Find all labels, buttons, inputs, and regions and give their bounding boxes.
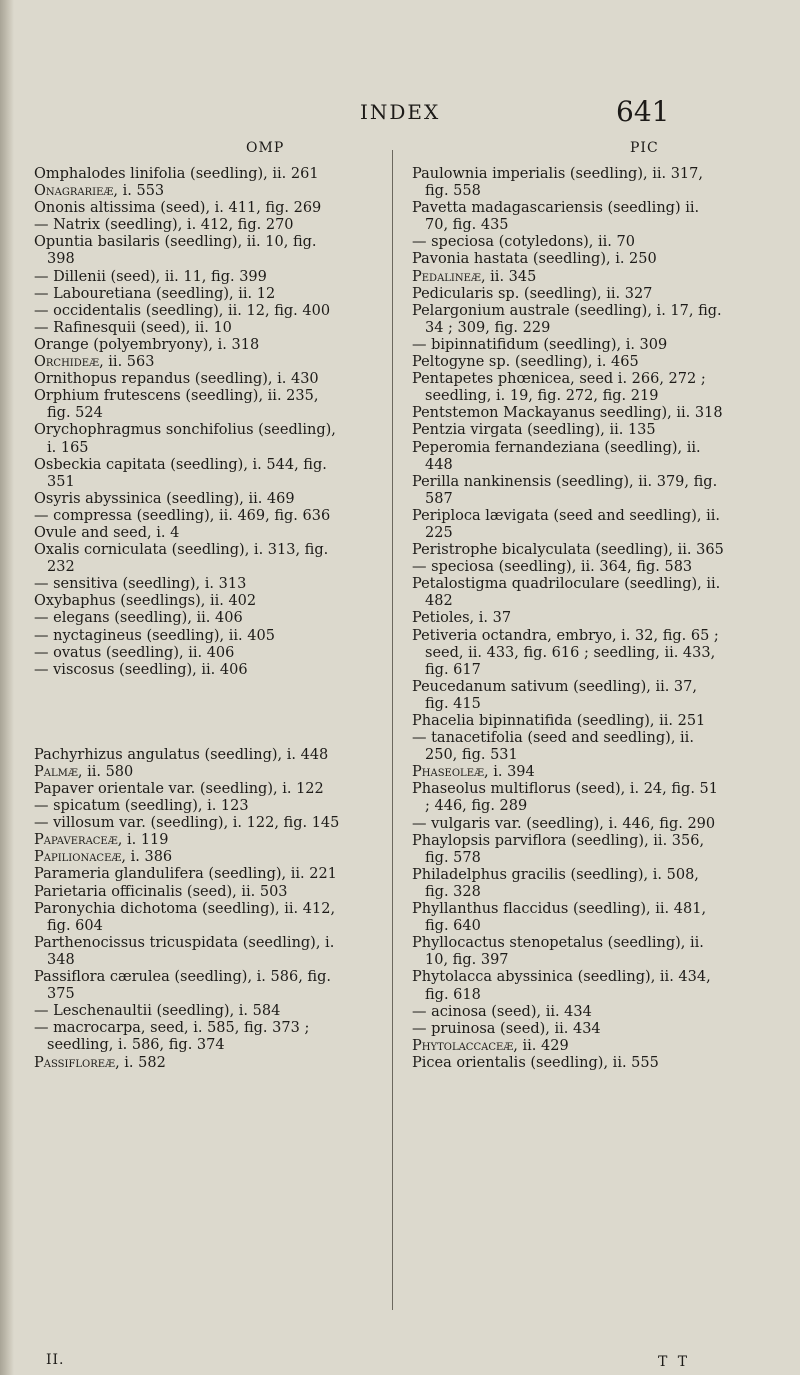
left-column-head: OMP <box>246 140 285 156</box>
index-entry: Paronychia dichotoma (seedling), ii. 412, fig. 604 <box>34 900 336 934</box>
index-entry: Pelargonium australe (seedling), i. 17, fig. 34 ; 309, fig. 229 <box>412 302 722 336</box>
index-entry: Pedicularis sp. (seedling), ii. 327 <box>412 285 653 302</box>
index-entry: Parthenocissus tricuspidata (seedling), i. 348 <box>34 934 335 968</box>
index-entry: — villosum var. (seedling), i. 122, fig. 145 <box>34 815 340 832</box>
index-entry: Ovule and seed, i. 4 <box>34 524 180 541</box>
index-entry: — tanacetifolia (seed and seedling), ii. 250, fig. 531 <box>412 730 694 764</box>
index-entry: — ovatus (seedling), ii. 406 <box>34 644 235 661</box>
index-entry: — speciosa (cotyledons), ii. 70 <box>412 234 635 251</box>
index-entry: — spicatum (seedling), i. 123 <box>34 798 249 815</box>
index-entry: — sensitiva (seedling), i. 313 <box>34 576 247 593</box>
index-entry: Omphalodes linifolia (seedling), ii. 261 <box>34 166 319 182</box>
index-entry: Ononis altissima (seed), i. 411, fig. 269 <box>34 200 322 217</box>
index-entry: Phaseolus multiflorus (seed), i. 24, fig. 51 ; 446, fig. 289 <box>412 781 718 815</box>
index-entry: Paulownia imperialis (seedling), ii. 317, fig. 558 <box>412 166 703 200</box>
index-entry: Philadelphus gracilis (seedling), i. 508, fig. 328 <box>412 866 699 900</box>
page-binding-edge <box>0 0 14 1375</box>
index-entry: Pedalineæ, ii. 345 <box>412 268 537 285</box>
index-entry: Phytolacca abyssinica (seedling), ii. 434, fig. 618 <box>412 969 711 1003</box>
index-entry: Phaseoleæ, i. 394 <box>412 764 535 781</box>
index-entry: — occidentalis (seedling), ii. 12, fig. 400 <box>34 302 331 319</box>
index-entry: Parameria glandulifera (seedling), ii. 221 <box>34 866 337 883</box>
index-entry: Opuntia basilaris (seedling), ii. 10, fig. 398 <box>34 234 317 268</box>
index-entry: Parietaria officinalis (seed), ii. 503 <box>34 883 288 900</box>
index-entry: Peperomia fernandeziana (seedling), ii. 448 <box>412 439 701 473</box>
index-entry: Phacelia bipinnatifida (seedling), ii. 251 <box>412 713 706 729</box>
index-entry: Peucedanum sativum (seedling), ii. 37, fig. 415 <box>412 678 697 712</box>
index-entry: — viscosus (seedling), ii. 406 <box>34 661 248 678</box>
index-entry: — Dillenii (seed), ii. 11, fig. 399 <box>34 268 267 285</box>
index-entry: Pentzia virgata (seedling), ii. 135 <box>412 422 656 439</box>
index-entry: Ornithopus repandus (seedling), i. 430 <box>34 371 319 388</box>
index-entry: Phaylopsis parviflora (seedling), ii. 356, fig. 578 <box>412 832 705 866</box>
index-entry: Palmæ, ii. 580 <box>34 763 134 780</box>
index-entry: Orphium frutescens (seedling), ii. 235, fig. 524 <box>34 388 319 422</box>
running-title: INDEX <box>360 100 441 124</box>
left-column <box>34 166 346 1072</box>
index-entry: Osbeckia capitata (seedling), i. 544, fig. 351 <box>34 456 327 490</box>
index-entry: Petiveria octandra, embryo, i. 32, fig. 65 ; seed, ii. 433, fig. 616 ; seedling, ii. 433, fig. 617 <box>412 627 719 678</box>
index-entry: Oxalis corniculata (seedling), i. 313, fig. 232 <box>34 542 329 576</box>
index-entry: — compressa (seedling), ii. 469, fig. 636 <box>34 507 331 524</box>
index-entry: — acinosa (seed), ii. 434 <box>412 1003 592 1020</box>
left-column-entries-p <box>34 747 346 1072</box>
left-column-entries-o <box>34 166 346 679</box>
index-entry: — nyctagineus (seedling), ii. 405 <box>34 627 275 644</box>
signature-mark: II. <box>46 1352 65 1368</box>
sheet-mark: T T <box>658 1354 691 1370</box>
index-entry: Oxybaphus (seedlings), ii. 402 <box>34 593 257 610</box>
index-entry: Petalostigma quadriloculare (seedling), ii. 482 <box>412 576 721 610</box>
index-entry: Pentapetes phœnicea, seed i. 266, 272 ; seedling, i. 19, fig. 272, fig. 219 <box>412 371 706 405</box>
index-entry: Orange (polyembryony), i. 318 <box>34 336 260 353</box>
index-entry: — pruinosa (seed), ii. 434 <box>412 1020 601 1037</box>
section-gap <box>34 679 346 747</box>
index-entry: Periploca lævigata (seed and seedling), ii. 225 <box>412 507 720 541</box>
index-entry: — Labouretiana (seedling), ii. 12 <box>34 285 276 302</box>
index-entry: Pavonia hastata (seedling), i. 250 <box>412 251 657 268</box>
index-entry: Peristrophe bicalyculata (seedling), ii. 365 <box>412 542 724 559</box>
index-entry: Orchideæ, ii. 563 <box>34 354 155 371</box>
column-divider <box>392 150 393 1310</box>
right-column-entries <box>412 166 724 1072</box>
index-entry: Passifloreæ, i. 582 <box>34 1054 166 1071</box>
index-entry: Picea orientalis (seedling), ii. 555 <box>412 1054 659 1071</box>
index-entry: Pavetta madagascariensis (seedling) ii. 70, fig. 435 <box>412 200 700 234</box>
index-entry: Onagrarieæ, i. 553 <box>34 183 165 200</box>
index-entry: — Rafinesquii (seed), ii. 10 <box>34 319 232 336</box>
index-entry: Orychophragmus sonchifolius (seedling), i. 165 <box>34 422 336 456</box>
index-entry: — vulgaris var. (seedling), i. 446, fig. 290 <box>412 815 716 832</box>
index-entry: Papaveraceæ, i. 119 <box>34 832 169 849</box>
index-entry: Papilionaceæ, i. 386 <box>34 849 173 866</box>
index-entry: — macrocarpa, seed, i. 585, fig. 373 ; seedling, i. 586, fig. 374 <box>34 1020 310 1054</box>
index-entry: Pachyrhizus angulatus (seedling), i. 448 <box>34 746 329 763</box>
index-entry: — bipinnatifidum (seedling), i. 309 <box>412 336 668 353</box>
index-entry: Phyllanthus flaccidus (seedling), ii. 481, fig. 640 <box>412 901 707 935</box>
index-entry: Perilla nankinensis (seedling), ii. 379, fig. 587 <box>412 473 718 507</box>
index-entry: Osyris abyssinica (seedling), ii. 469 <box>34 490 295 507</box>
index-entry: Petioles, i. 37 <box>412 610 512 627</box>
index-entry: Phyllocactus stenopetalus (seedling), ii. 10, fig. 397 <box>412 935 704 969</box>
index-entry: Peltogyne sp. (seedling), i. 465 <box>412 354 639 371</box>
index-entry: Papaver orientale var. (seedling), i. 122 <box>34 781 324 797</box>
index-entry: Passiflora cærulea (seedling), i. 586, fig. 375 <box>34 969 331 1003</box>
right-column-head: PIC <box>630 140 659 156</box>
index-entry: — elegans (seedling), ii. 406 <box>34 610 243 627</box>
index-entry: — speciosa (seedling), ii. 364, fig. 583 <box>412 559 693 576</box>
page-number: 641 <box>616 95 670 128</box>
right-column <box>412 166 724 1072</box>
index-entry: Pentstemon Mackayanus seedling), ii. 318 <box>412 405 723 422</box>
index-entry: Phytolaccaceæ, ii. 429 <box>412 1037 569 1054</box>
index-entry: — Natrix (seedling), i. 412, fig. 270 <box>34 217 294 234</box>
index-entry: — Leschenaultii (seedling), i. 584 <box>34 1003 281 1020</box>
